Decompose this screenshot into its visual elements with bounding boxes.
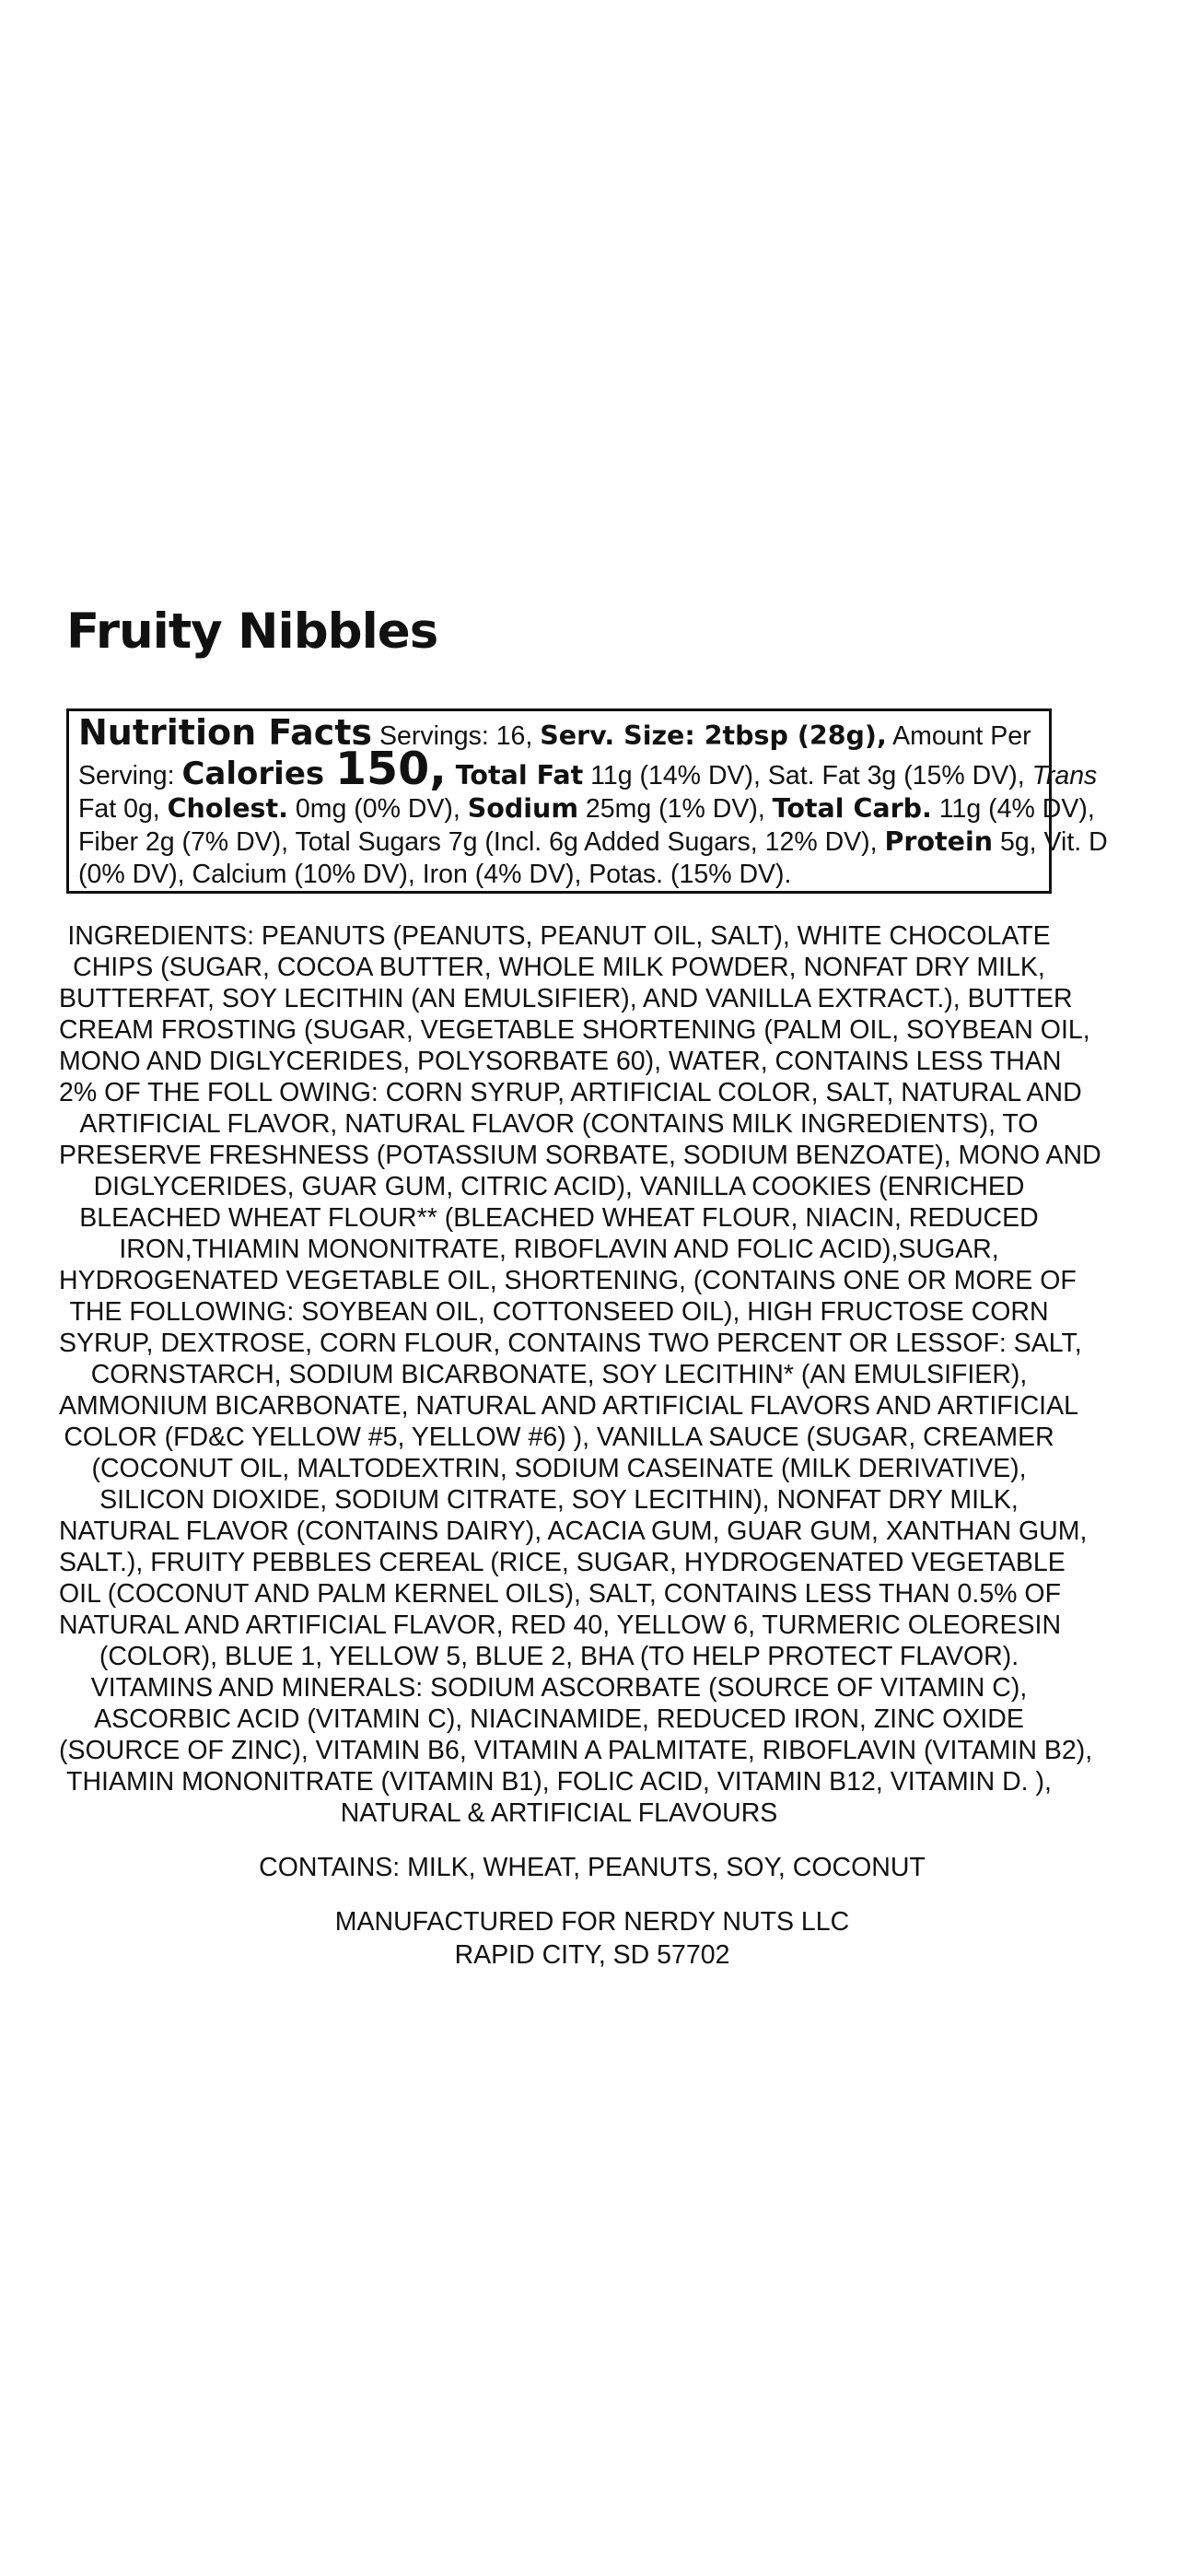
ingredients-line: (COCONUT OIL, MALTODEXTRIN, SODIUM CASEINATE (MILK DERIVATIVE), bbox=[91, 1454, 1027, 1483]
product-label bbox=[0, 603, 1188, 1972]
ingredients-line: AMMONIUM BICARBONATE, NATURAL AND ARTIFICIAL FLAVORS AND ARTIFICIAL bbox=[59, 1391, 1078, 1421]
product-title: Fruity Nibbles bbox=[66, 603, 438, 660]
serving-text: Serving: bbox=[78, 761, 182, 790]
allergen-statement: CONTAINS: MILK, WHEAT, PEANUTS, SOY, COCONUT bbox=[259, 1853, 926, 1882]
sodium-value: 25mg (1% DV), bbox=[578, 794, 773, 824]
calories-value: 150, bbox=[334, 743, 447, 795]
minerals-text: (0% DV), Calcium (10% DV), Iron (4% DV), Potas. (15% DV). bbox=[78, 860, 792, 889]
serving-size-text: Serv. Size: 2tbsp (28g), bbox=[540, 720, 887, 751]
protein-value: 5g, Vit. D bbox=[993, 827, 1108, 857]
ingredients-line: OIL (COCONUT AND PALM KERNEL OILS), SALT, CONTAINS LESS THAN 0.5% OF bbox=[59, 1579, 1062, 1609]
fiber-sugars-text: Fiber 2g (7% DV), Total Sugars 7g (Incl. 6g Added Sugars, 12% DV), bbox=[78, 827, 885, 857]
nutrition-facts-title: Nutrition Facts bbox=[78, 712, 373, 753]
ingredients-line: IRON,THIAMIN MONONITRATE, RIBOFLAVIN AND FOLIC ACID),SUGAR, bbox=[119, 1235, 999, 1264]
ingredients-line: INGREDIENTS: PEANUTS (PEANUTS, PEANUT OIL, SALT), WHITE CHOCOLATE bbox=[67, 921, 1051, 951]
nutrition-line-2 bbox=[78, 743, 1098, 795]
protein-label: Protein bbox=[884, 826, 994, 857]
ingredients-line: ARTIFICIAL FLAVOR, NATURAL FLAVOR (CONTAINS MILK INGREDIENTS), TO bbox=[79, 1109, 1039, 1139]
manufacturer-address: RAPID CITY, SD 57702 bbox=[454, 1940, 730, 1970]
ingredients-line: HYDROGENATED VEGETABLE OIL, SHORTENING, (CONTAINS ONE OR MORE OF bbox=[59, 1266, 1077, 1295]
ingredients-line: MONO AND DIGLYCERIDES, POLYSORBATE 60), WATER, CONTAINS LESS THAN bbox=[59, 1047, 1062, 1076]
ingredients-line: VITAMINS AND MINERALS: SODIUM ASCORBATE (SOURCE OF VITAMIN C), bbox=[90, 1673, 1028, 1703]
ingredients-line: ASCORBIC ACID (VITAMIN C), NIACINAMIDE, REDUCED IRON, ZINC OXIDE bbox=[94, 1704, 1024, 1734]
total-carb-value: 11g (4% DV), bbox=[931, 794, 1095, 824]
total-fat-label: Total Fat bbox=[446, 760, 584, 790]
ingredients-line: THE FOLLOWING: SOYBEAN OIL, COTTONSEED OIL), HIGH FRUCTOSE CORN bbox=[69, 1297, 1049, 1327]
cholesterol-label: Cholest. bbox=[167, 793, 288, 824]
ingredients-line: THIAMIN MONONITRATE (VITAMIN B1), FOLIC ACID, VITAMIN B12, VITAMIN D. ), bbox=[66, 1767, 1052, 1797]
ingredients-line: NATURAL FLAVOR (CONTAINS DAIRY), ACACIA GUM, GUAR GUM, XANTHAN GUM, bbox=[59, 1516, 1088, 1546]
nutrition-line-1 bbox=[78, 712, 1049, 753]
nutrition-facts-panel bbox=[66, 708, 1108, 894]
manufacturer-name: MANUFACTURED FOR NERDY NUTS LLC bbox=[334, 1907, 850, 1937]
trans-label: Trans bbox=[1031, 761, 1098, 790]
servings-text: Servings: 16, bbox=[372, 721, 541, 751]
ingredients-line: PRESERVE FRESHNESS (POTASSIUM SORBATE, SODIUM BENZOATE), MONO AND bbox=[59, 1141, 1101, 1170]
total-carb-label: Total Carb. bbox=[772, 793, 932, 824]
total-fat-value: 11g (14% DV), Sat. Fat 3g (15% DV), bbox=[583, 761, 1032, 790]
ingredients-line: BUTTERFAT, SOY LECITHIN (AN EMULSIFIER), AND VANILLA EXTRACT.), BUTTER bbox=[59, 984, 1073, 1013]
ingredients-line: NATURAL & ARTIFICIAL FLAVOURS bbox=[340, 1798, 778, 1828]
ingredients-text bbox=[59, 920, 1101, 1829]
nutrition-line-5 bbox=[78, 859, 1049, 891]
nutrition-line-4 bbox=[78, 825, 1108, 859]
sodium-label: Sodium bbox=[467, 793, 579, 824]
ingredients-line: (COLOR), BLUE 1, YELLOW 5, BLUE 2, BHA (TO HELP PROTECT FLAVOR). bbox=[99, 1642, 1019, 1671]
ingredients-line: NATURAL AND ARTIFICIAL FLAVOR, RED 40, YELLOW 6, TURMERIC OLEORESIN bbox=[59, 1610, 1062, 1640]
ingredients-line: CREAM FROSTING (SUGAR, VEGETABLE SHORTENING (PALM OIL, SOYBEAN OIL, bbox=[59, 1015, 1090, 1045]
ingredients-line: 2% OF THE FOLL OWING: CORN SYRUP, ARTIFICIAL COLOR, SALT, NATURAL AND bbox=[59, 1078, 1082, 1107]
ingredients-line: COLOR (FD&C YELLOW #5, YELLOW #6) ), VANILLA SAUCE (SUGAR, CREAMER bbox=[64, 1423, 1054, 1452]
manufacturer-info bbox=[0, 1905, 1184, 1972]
calories-label: Calories bbox=[181, 755, 335, 792]
ingredients-line: SYRUP, DEXTROSE, CORN FLOUR, CONTAINS TWO PERCENT OR LESSOF: SALT, bbox=[59, 1329, 1082, 1358]
ingredients-line: BLEACHED WHEAT FLOUR** (BLEACHED WHEAT FLOUR, NIACIN, REDUCED bbox=[79, 1203, 1039, 1233]
cholesterol-value: 0mg (0% DV), bbox=[287, 794, 468, 824]
ingredients-line: CORNSTARCH, SODIUM BICARBONATE, SOY LECITHIN* (AN EMULSIFIER), bbox=[90, 1360, 1028, 1389]
nutrition-line-3 bbox=[78, 792, 1095, 825]
ingredients-line: SALT.), FRUITY PEBBLES CEREAL (RICE, SUGAR, HYDROGENATED VEGETABLE bbox=[59, 1548, 1066, 1577]
ingredients-line: (SOURCE OF ZINC), VITAMIN B6, VITAMIN A PALMITATE, RIBOFLAVIN (VITAMIN B2), bbox=[59, 1736, 1093, 1765]
ingredients-line: SILICON DIOXIDE, SODIUM CITRATE, SOY LECITHIN), NONFAT DRY MILK, bbox=[99, 1485, 1019, 1515]
ingredients-line: DIGLYCERIDES, GUAR GUM, CITRIC ACID), VANILLA COOKIES (ENRICHED bbox=[93, 1172, 1025, 1201]
trans-fat-value: Fat 0g, bbox=[78, 794, 168, 824]
ingredients-line: CHIPS (SUGAR, COCOA BUTTER, WHOLE MILK POWDER, NONFAT DRY MILK, bbox=[73, 953, 1045, 982]
amount-per-text: Amount Per bbox=[886, 721, 1031, 751]
